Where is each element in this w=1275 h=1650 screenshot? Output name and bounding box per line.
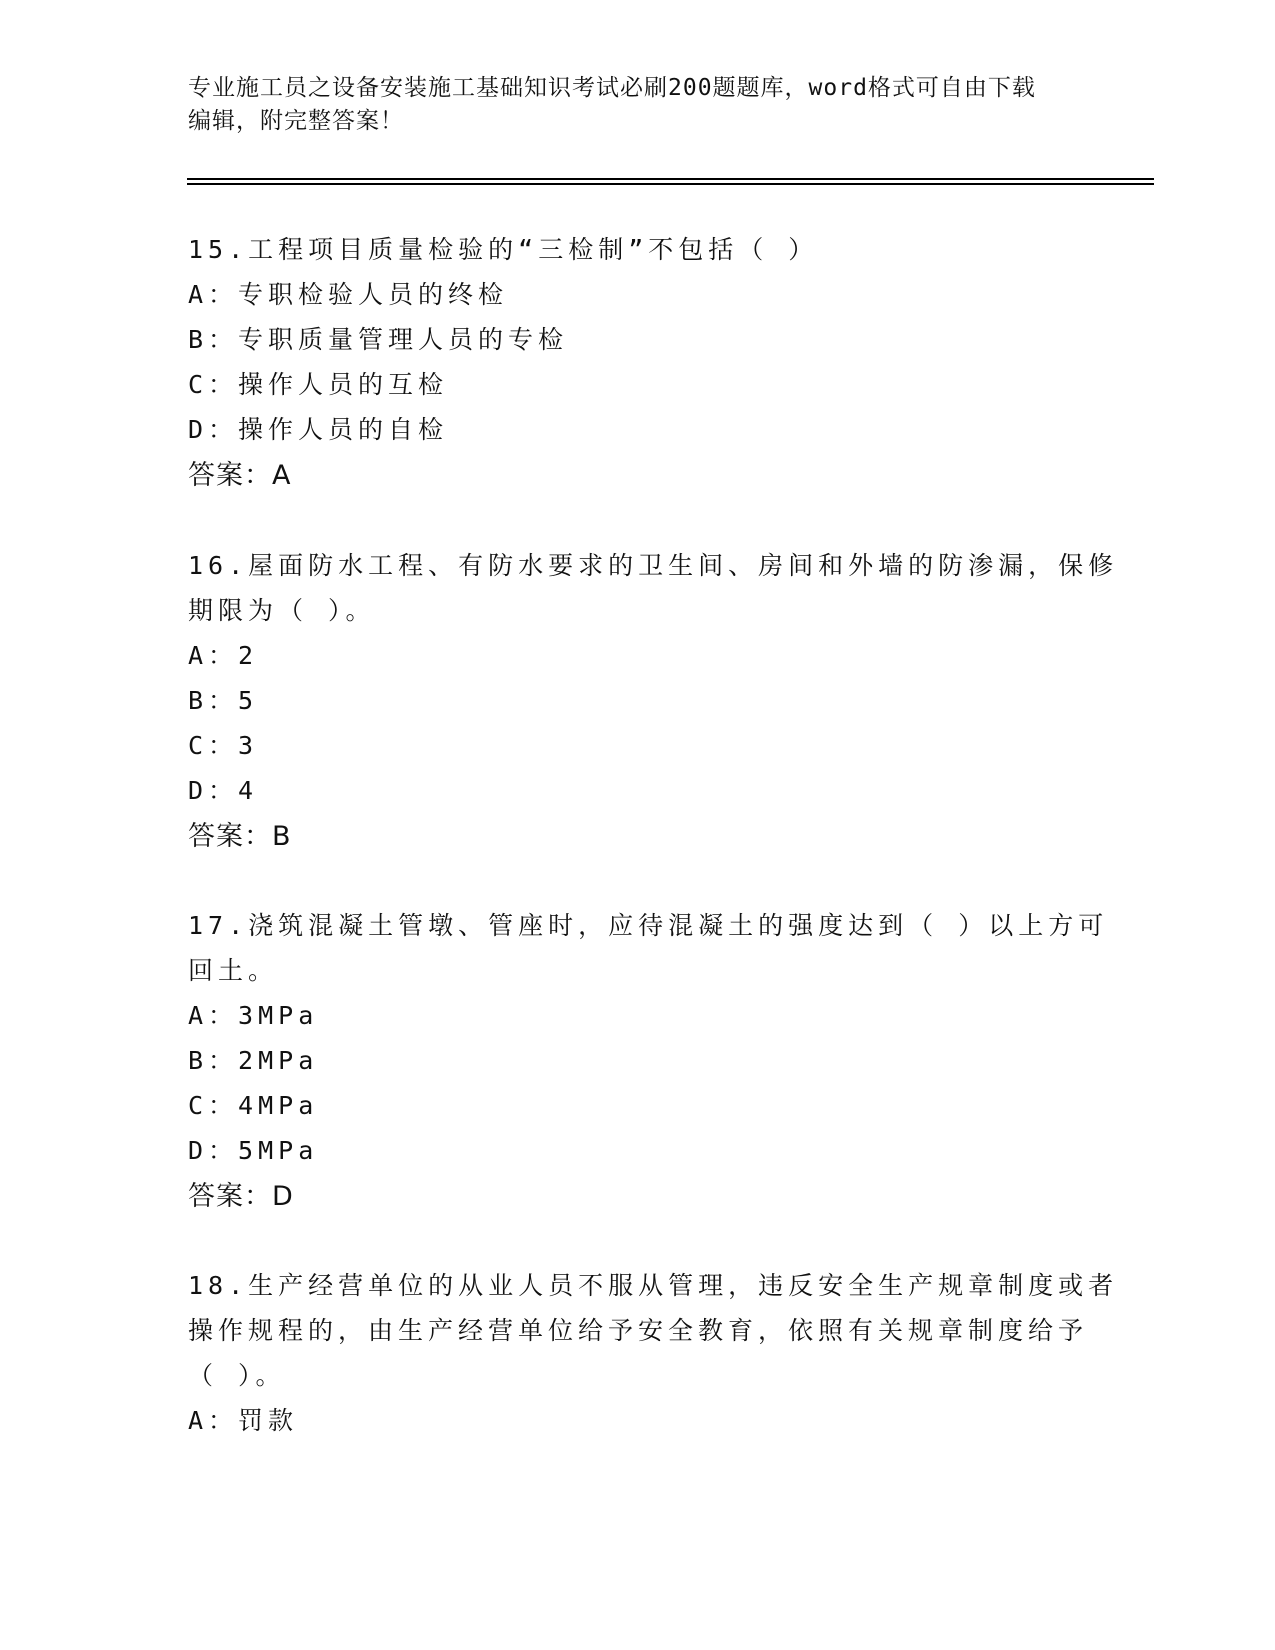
option-d: D：操作人员的自检 bbox=[188, 415, 449, 444]
option-a: A：专职检验人员的终检 bbox=[188, 280, 509, 309]
option-b: B：专职质量管理人员的专检 bbox=[188, 325, 569, 354]
question-stem-continued: （ ）。 bbox=[188, 1361, 286, 1390]
header-line-2: 编辑，附完整答案！ bbox=[188, 108, 404, 134]
answer-label: 答案：B bbox=[188, 821, 292, 852]
option-c: C：3 bbox=[188, 731, 259, 760]
option-d: D：5MPa bbox=[188, 1136, 319, 1165]
answer-label: 答案：D bbox=[188, 1181, 294, 1212]
option-a: A：2 bbox=[188, 641, 259, 670]
question-stem: 18.生产经营单位的从业人员不服从管理，违反安全生产规章制度或者 bbox=[188, 1271, 1119, 1300]
question-stem-continued: 回土。 bbox=[188, 956, 279, 985]
option-a: A：罚款 bbox=[188, 1406, 299, 1435]
question-stem-continued: 操作规程的，由生产经营单位给予安全教育，依照有关规章制度给予 bbox=[188, 1316, 1089, 1345]
document-header bbox=[188, 72, 1088, 138]
option-b: B：2MPa bbox=[188, 1046, 319, 1075]
header-divider-bottom bbox=[187, 183, 1154, 185]
option-b: B：5 bbox=[188, 686, 259, 715]
question-stem: 15.工程项目质量检验的“三检制”不包括（ ） bbox=[188, 235, 819, 264]
option-c: C：4MPa bbox=[188, 1091, 319, 1120]
header-line-1: 专业施工员之设备安装施工基础知识考试必刷200题题库，word格式可自由下载 bbox=[188, 75, 1036, 101]
option-a: A：3MPa bbox=[188, 1001, 319, 1030]
question-stem-continued: 期限为（ ）。 bbox=[188, 596, 376, 625]
question-stem: 17.浇筑混凝土管墩、管座时，应待混凝土的强度达到（ ）以上方可 bbox=[188, 911, 1109, 940]
question-stem: 16.屋面防水工程、有防水要求的卫生间、房间和外墙的防渗漏，保修 bbox=[188, 551, 1119, 580]
option-c: C：操作人员的互检 bbox=[188, 370, 449, 399]
option-d: D：4 bbox=[188, 776, 259, 805]
answer-label: 答案：A bbox=[188, 460, 292, 491]
header-divider-top bbox=[187, 178, 1154, 180]
